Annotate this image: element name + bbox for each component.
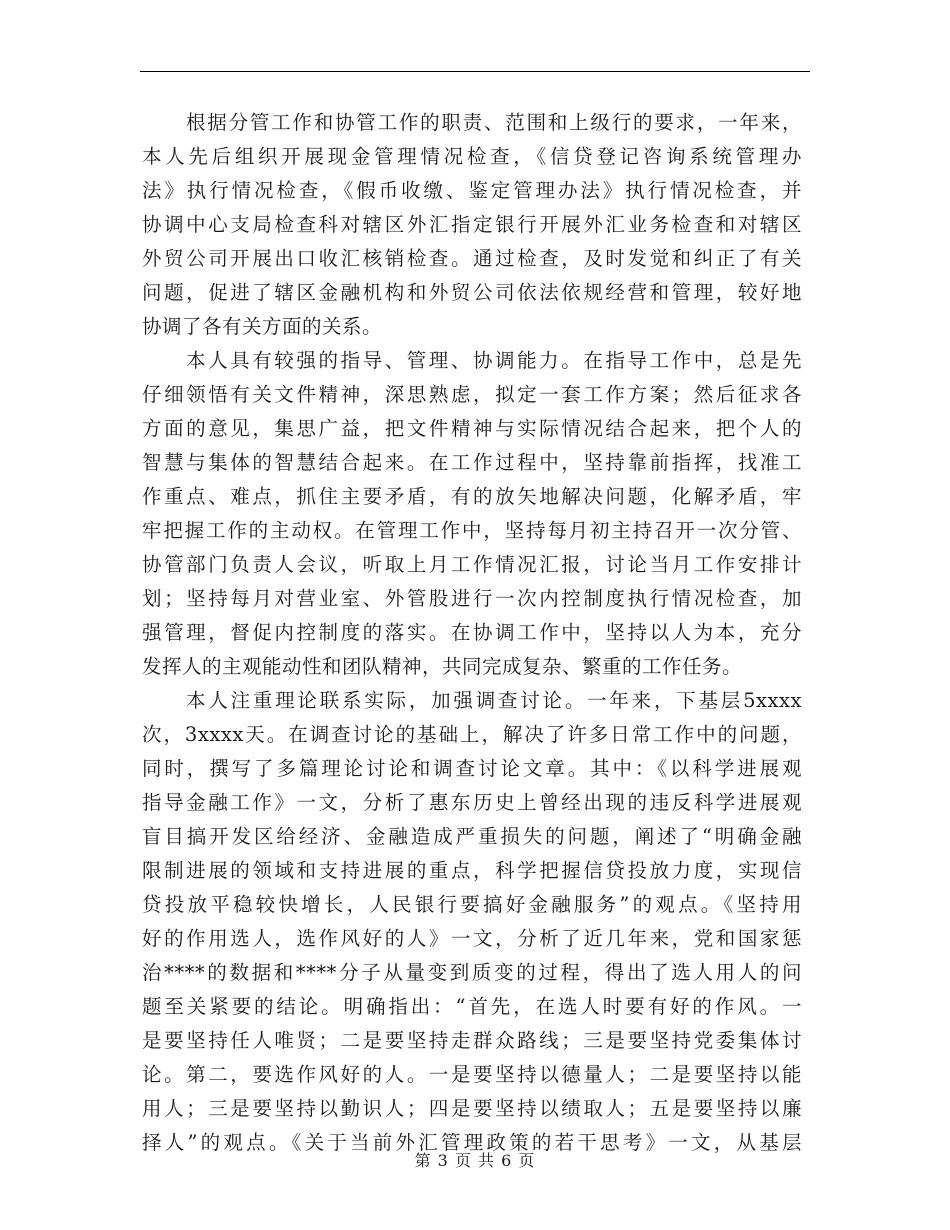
paragraph-line: 协管部门负责人会议，听取上月工作情况汇报，讨论当月工作安排计	[142, 553, 802, 576]
paragraph-line: 划；坚持每月对营业室、外管股进行一次内控制度执行情况检查，加	[142, 587, 802, 610]
paragraph-first-line: 根据分管工作和协管工作的职责、范围和上级行的要求，一年来，	[186, 111, 802, 134]
paragraph-line: 协调中心支局检查科对辖区外汇指定银行开展外汇业务检查和对辖区	[142, 213, 802, 236]
paragraph-line: 论。第二，要选作风好的人。一是要坚持以德量人；二是要坚持以能	[142, 1063, 802, 1086]
paragraph-line: 指导金融工作》一文，分析了惠东历史上曾经出现的违反科学进展观	[142, 791, 802, 814]
paragraph-line: 仔细领悟有关文件精神，深思熟虑，拟定一套工作方案；然后征求各	[142, 383, 802, 406]
paragraph-line: 智慧与集体的智慧结合起来。在工作过程中，坚持靠前指挥，找准工	[142, 451, 802, 474]
paragraph-line: 贷投放平稳较快增长，人民银行要搞好金融服务”的观点。《坚持用	[142, 893, 802, 916]
paragraph-line: 本人先后组织开展现金管理情况检查，《信贷登记咨询系统管理办	[142, 145, 802, 168]
page-footer	[0, 1148, 950, 1171]
paragraph-line: 作重点、难点，抓住主要矛盾，有的放矢地解决问题，化解矛盾，牢	[142, 485, 802, 508]
paragraph-line: 协调了各有关方面的关系。	[142, 315, 383, 338]
paragraph-line: 题至关紧要的结论。明确指出：“首先，在选人时要有好的作风。一	[142, 995, 802, 1018]
paragraph-line: 方面的意见，集思广益，把文件精神与实际情况结合起来，把个人的	[142, 417, 802, 440]
paragraph-line: 盲目搞开发区给经济、金融造成严重损失的问题，阐述了“明确金融	[142, 825, 802, 848]
page-number-label: 第 3 页 共 6 页	[414, 1151, 536, 1170]
paragraph-line: 强管理，督促内控制度的落实。在协调工作中，坚持以人为本，充分	[142, 621, 802, 644]
paragraph-line: 择人”的观点。《关于当前外汇管理政策的若干思考》一文，从基层	[142, 1131, 802, 1154]
paragraph-line: 问题，促进了辖区金融机构和外贸公司依法依规经营和管理，较好地	[142, 281, 802, 304]
paragraph-line: 治****的数据和****分子从量变到质变的过程，得出了选人用人的问	[142, 961, 802, 984]
paragraph-first-line: 本人注重理论联系实际，加强调查讨论。一年来，下基层5xxxx	[186, 689, 802, 712]
paragraph-line: 同时，撰写了多篇理论讨论和调查讨论文章。其中：《以科学进展观	[142, 757, 802, 780]
paragraph-line: 牢把握工作的主动权。在管理工作中，坚持每月初主持召开一次分管、	[142, 519, 802, 542]
paragraph-line: 用人；三是要坚持以勤识人；四是要坚持以绩取人；五是要坚持以廉	[142, 1097, 802, 1120]
paragraph-line: 好的作用选人，选作风好的人》一文，分析了近几年来，党和国家惩	[142, 927, 802, 950]
paragraph-first-line: 本人具有较强的指导、管理、协调能力。在指导工作中，总是先	[186, 349, 802, 372]
paragraph-line: 外贸公司开展出口收汇核销检查。通过检查，及时发觉和纠正了有关	[142, 247, 802, 270]
header-rule	[140, 71, 810, 72]
body-text	[142, 106, 802, 1160]
paragraph-line: 是要坚持任人唯贤；二是要坚持走群众路线；三是要坚持党委集体讨	[142, 1029, 802, 1052]
paragraph-line: 法》执行情况检查，《假币收缴、鉴定管理办法》执行情况检查，并	[142, 179, 802, 202]
paragraph-line: 限制进展的领域和支持进展的重点，科学把握信贷投放力度，实现信	[142, 859, 802, 882]
paragraph-line: 发挥人的主观能动性和团队精神，共同完成复杂、繁重的工作任务。	[142, 655, 743, 678]
paragraph-line: 次，3xxxx天。在调查讨论的基础上，解决了许多日常工作中的问题，	[142, 723, 802, 746]
